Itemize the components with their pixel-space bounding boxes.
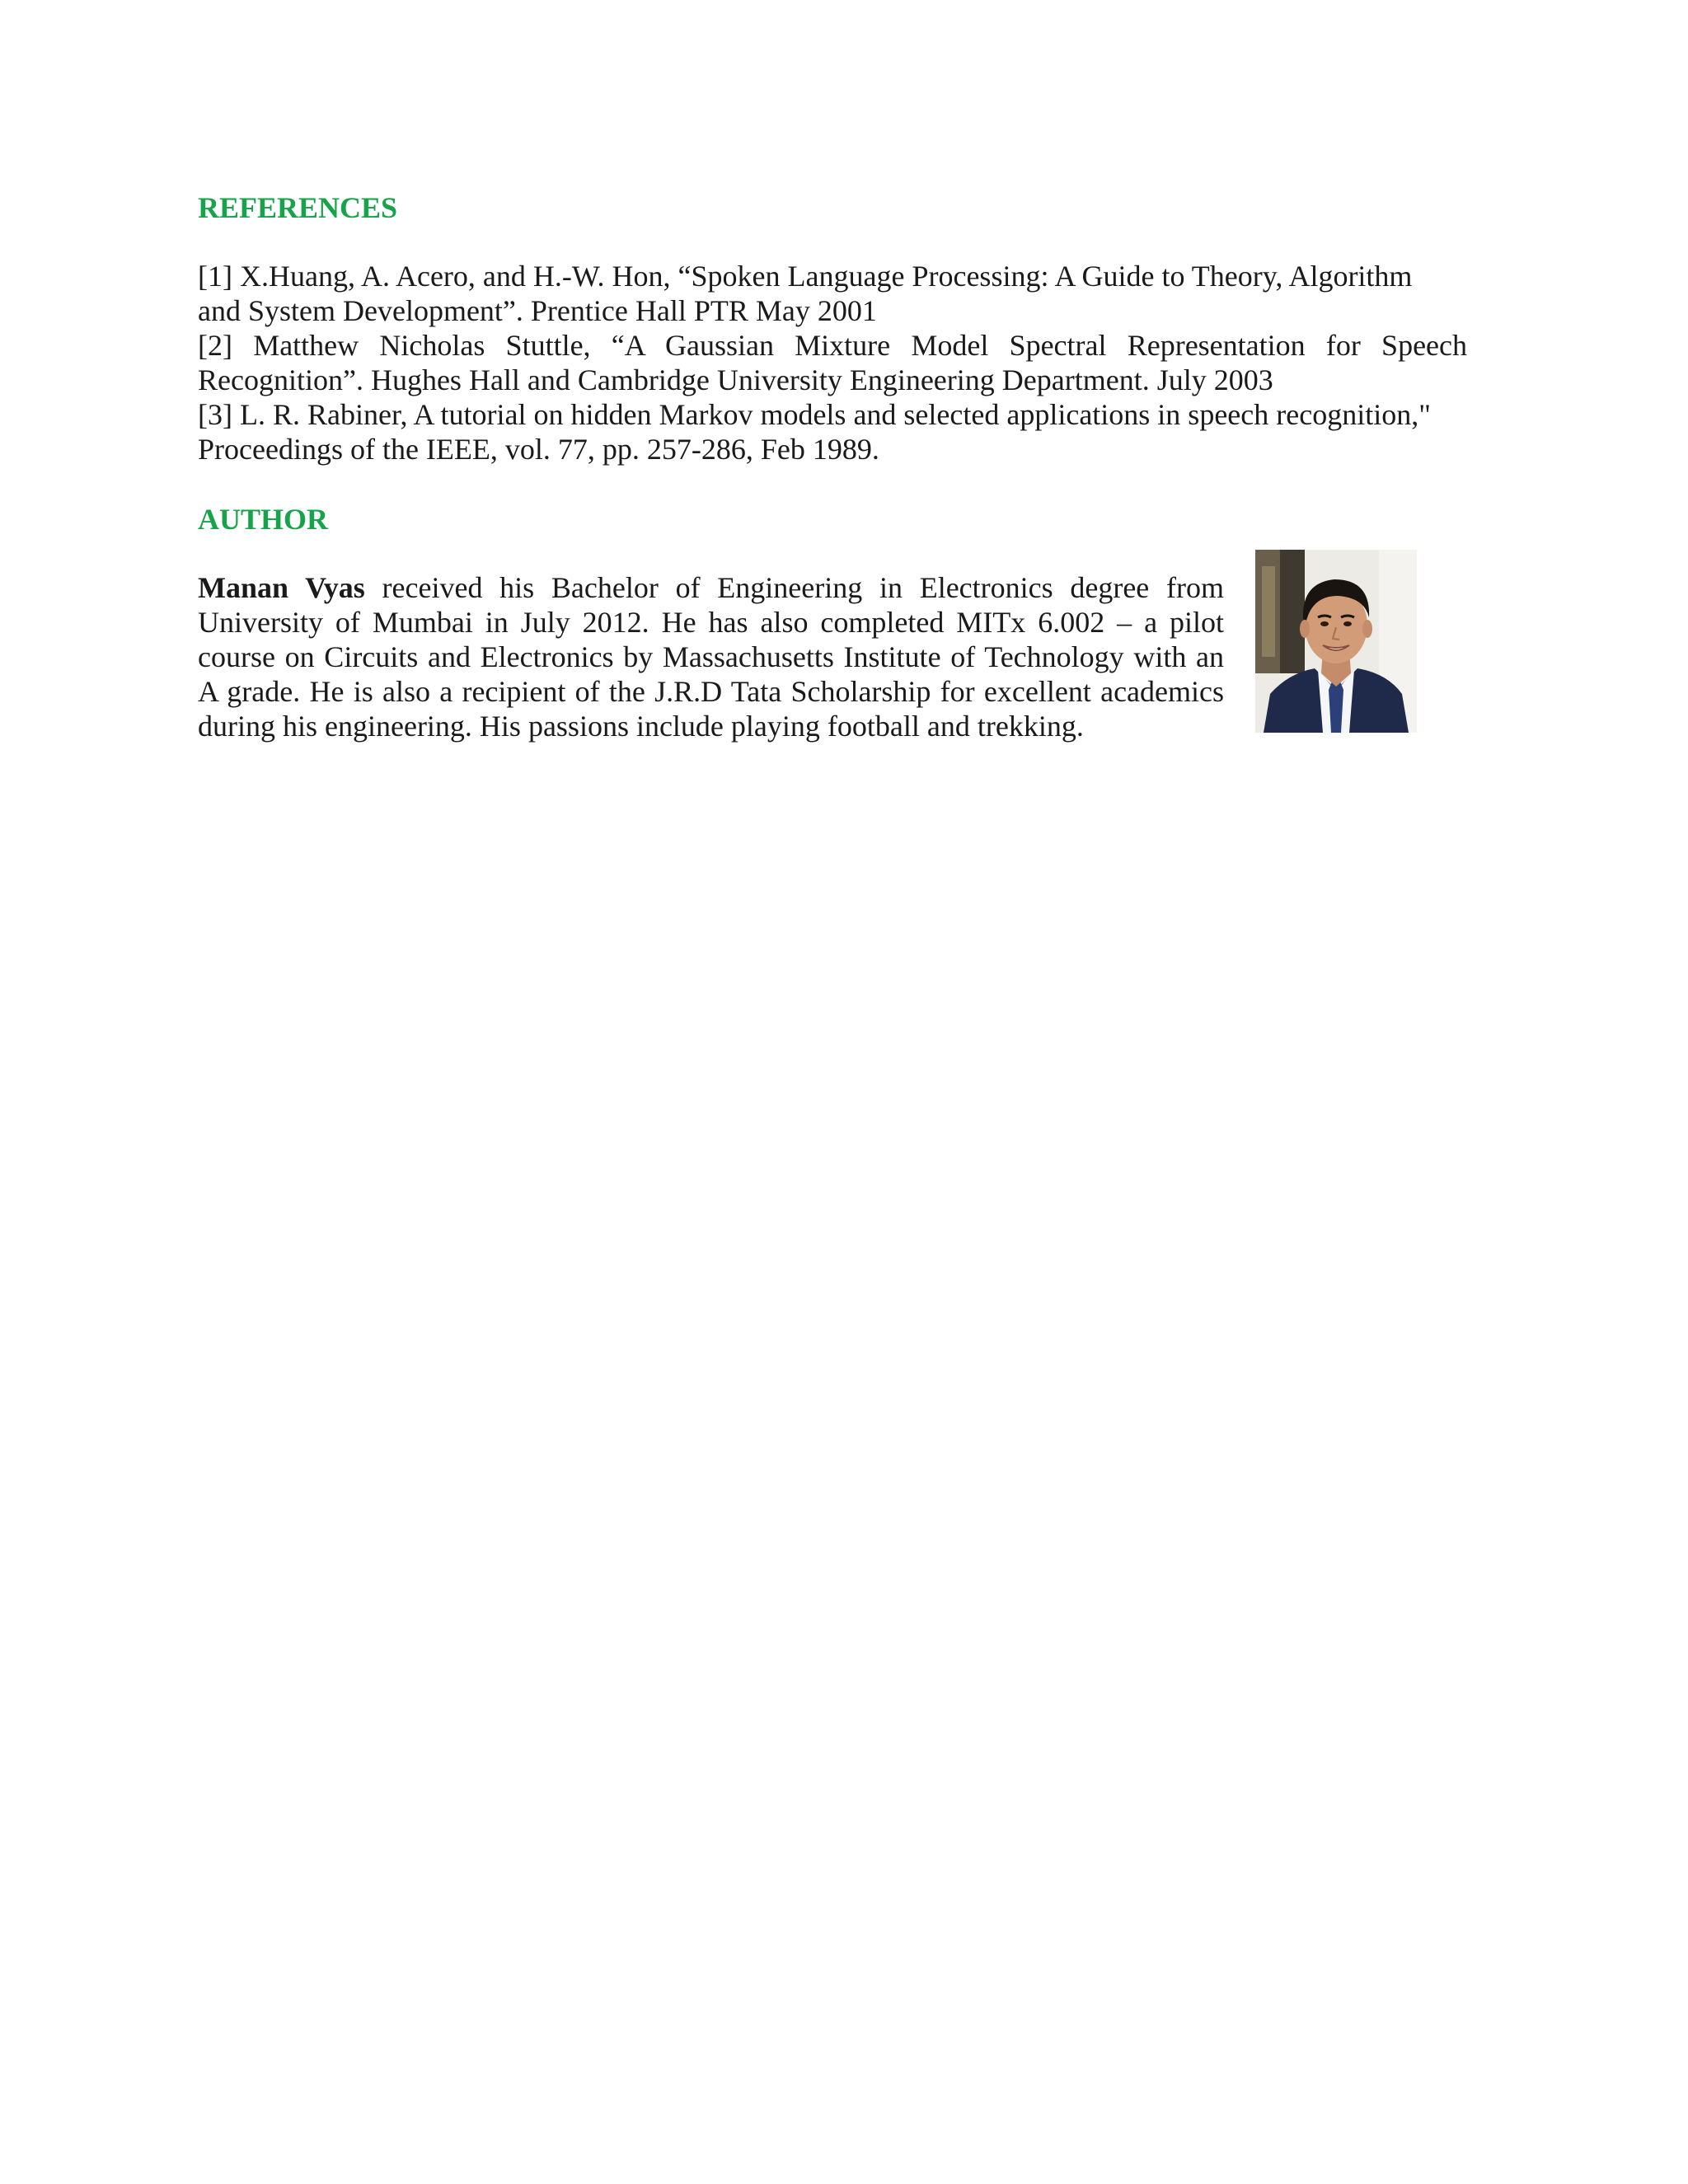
bio-line: University of Mumbai in July 2012. He has also completed MITx 6.002 – a pilot bbox=[198, 606, 1224, 639]
author-block bbox=[198, 570, 1467, 743]
author-bio bbox=[198, 570, 1224, 743]
author-name: Manan Vyas bbox=[198, 571, 365, 604]
document-page bbox=[198, 190, 1467, 743]
reference-2-line-1: [2] Matthew Nicholas Stuttle, “A Gaussian Mixture Model Spectral Representation for Speech bbox=[198, 329, 1467, 362]
bio-line: course on Circuits and Electronics by Massachusetts Institute of Technology with an bbox=[198, 640, 1224, 673]
author-heading: AUTHOR bbox=[198, 503, 329, 536]
reference-3-line-2: Proceedings of the IEEE, vol. 77, pp. 257-286, Feb 1989. bbox=[198, 433, 879, 466]
author-photo bbox=[1255, 550, 1417, 733]
reference-item bbox=[198, 259, 1467, 328]
reference-3-line-1: [3] L. R. Rabiner, A tutorial on hidden Markov models and selected applications in speech recognition," bbox=[198, 398, 1431, 431]
reference-item bbox=[198, 397, 1467, 466]
bio-line-1-text: received his Bachelor of Engineering in Electronics degree from bbox=[364, 571, 1224, 604]
reference-2-line-2: Recognition”. Hughes Hall and Cambridge University Engineering Department. July 2003 bbox=[198, 363, 1273, 396]
reference-item bbox=[198, 328, 1467, 397]
reference-list bbox=[198, 259, 1467, 466]
author-portrait-image bbox=[1255, 550, 1417, 733]
reference-1-line-2: and System Development”. Prentice Hall PTR May 2001 bbox=[198, 294, 877, 327]
bio-line: during his engineering. His passions include playing football and trekking. bbox=[198, 710, 1084, 743]
bio-line: A grade. He is also a recipient of the J.R.D Tata Scholarship for excellent academics bbox=[198, 675, 1224, 708]
references-heading: REFERENCES bbox=[198, 191, 398, 224]
bio-line bbox=[198, 570, 1224, 605]
reference-1-line-1: [1] X.Huang, A. Acero, and H.-W. Hon, “Spoken Language Processing: A Guide to Theory, Algorithm bbox=[198, 260, 1413, 293]
